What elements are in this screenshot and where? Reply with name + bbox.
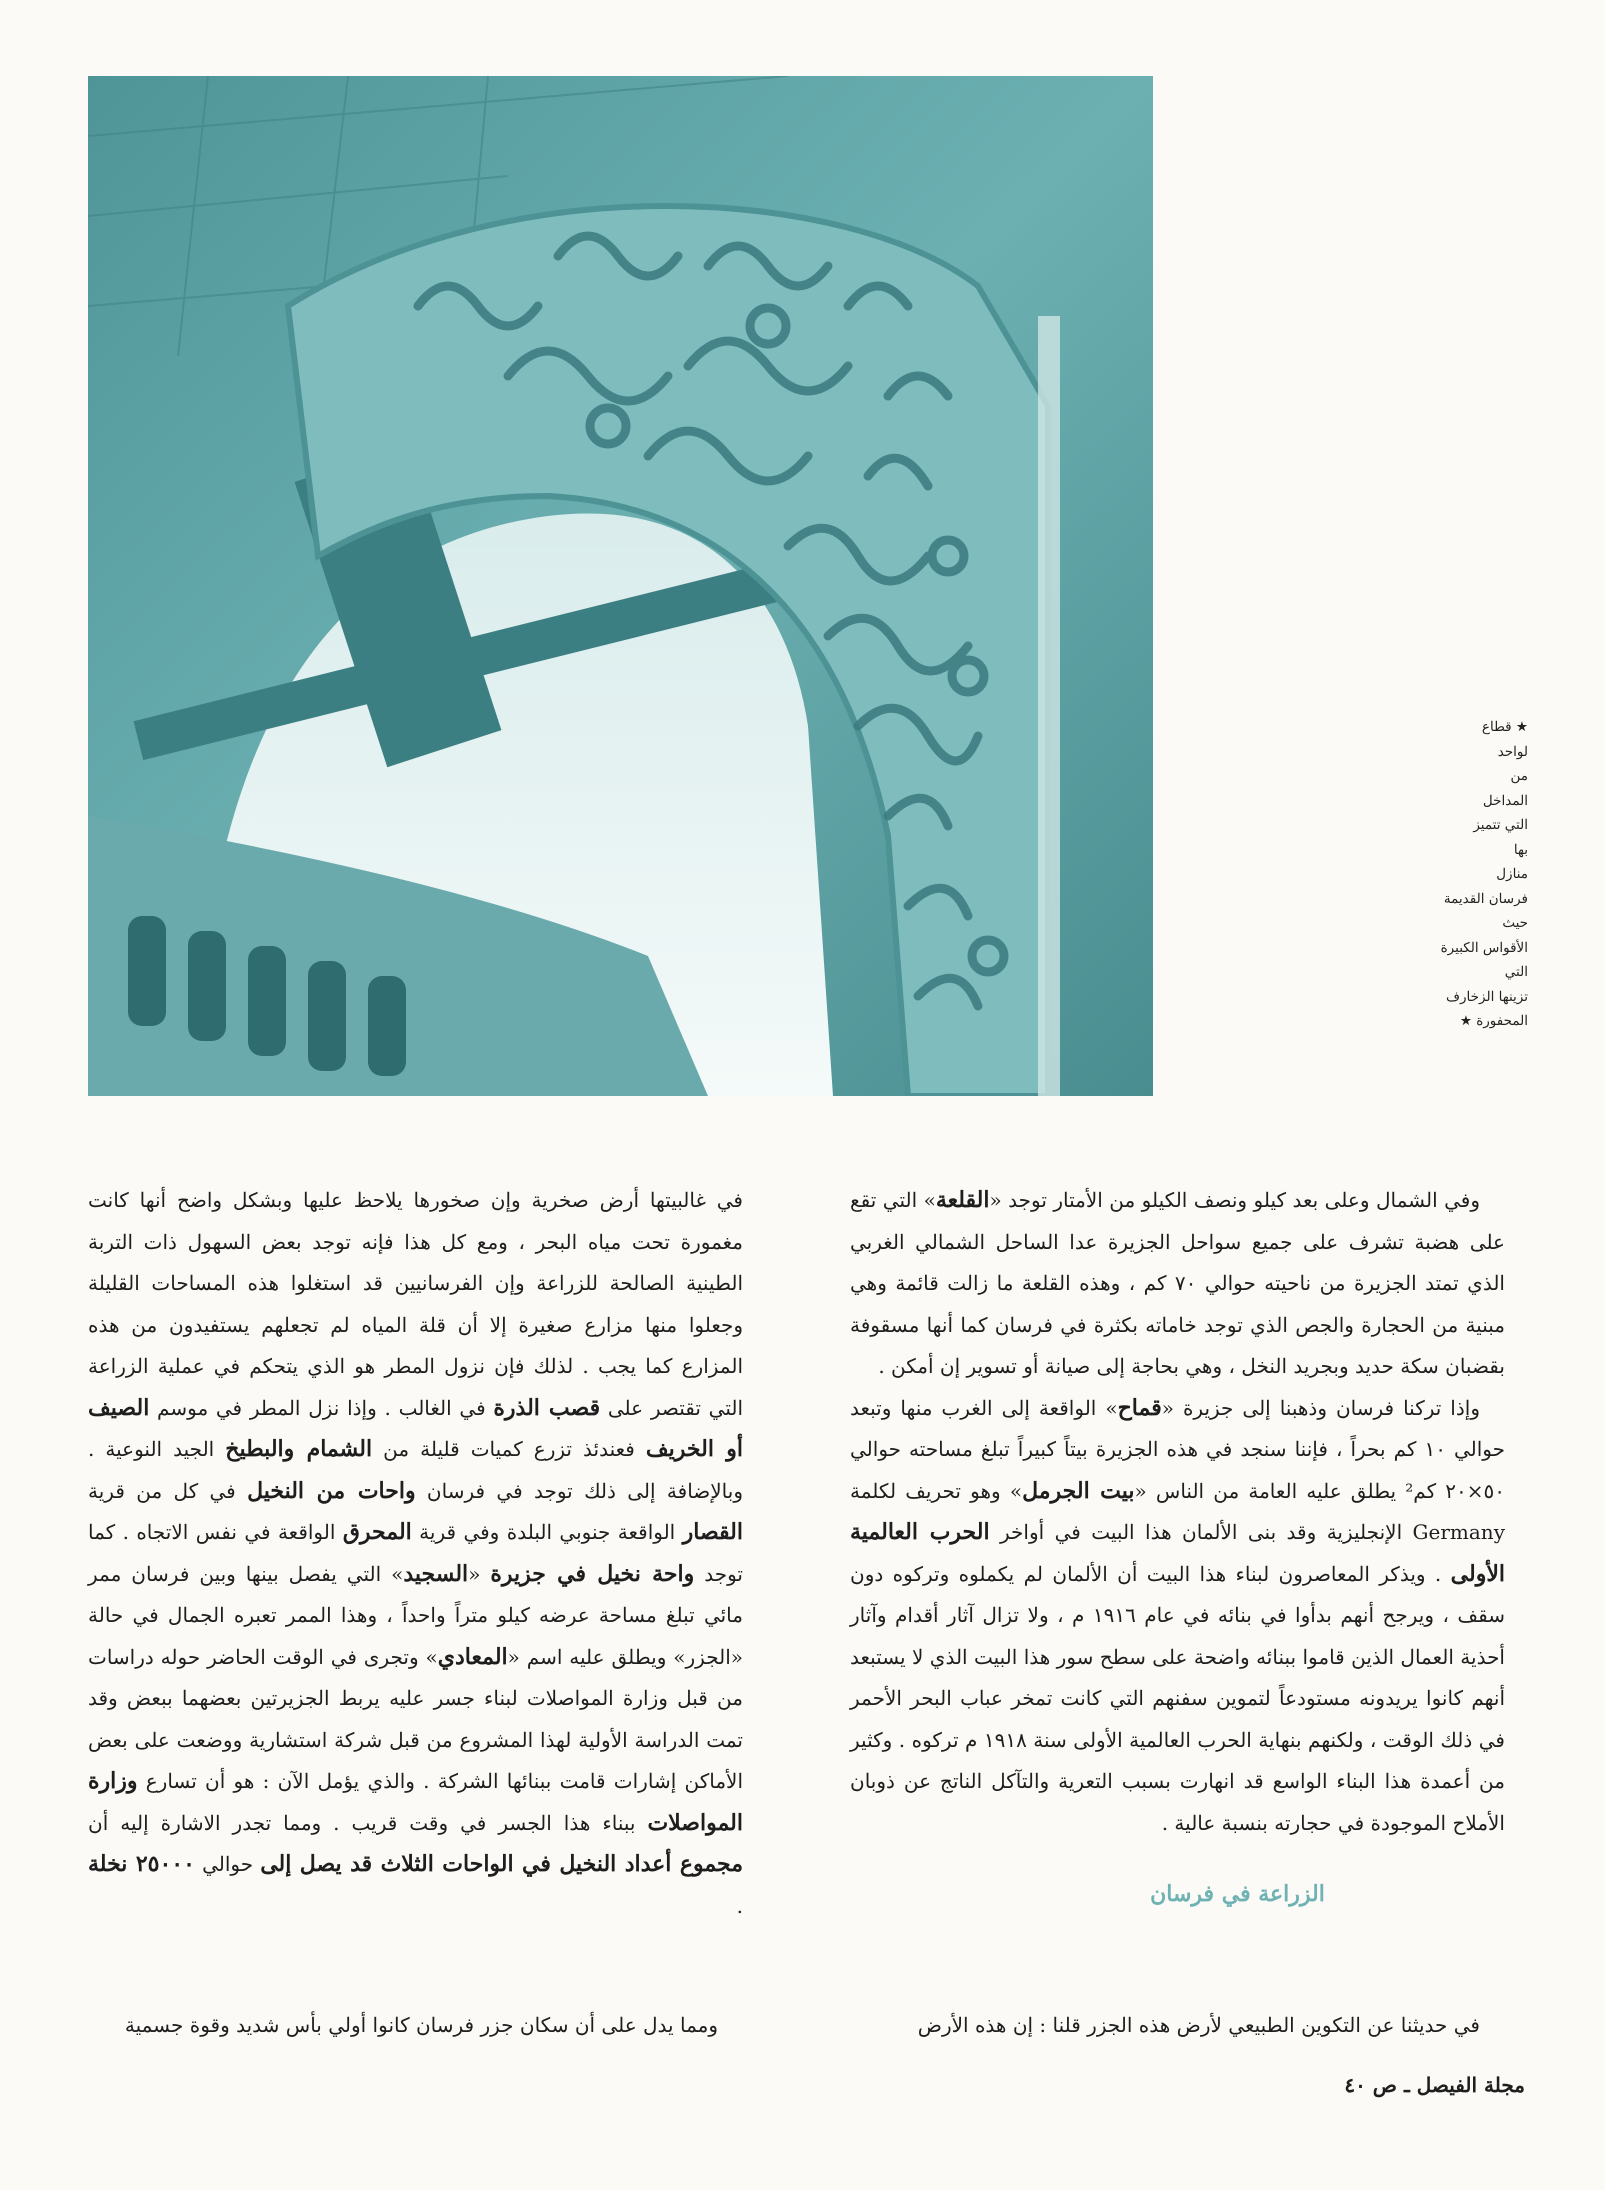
caption-line: الأقواس الكبيرة <box>1440 939 1528 956</box>
bold-phrase: واحة نخيل في جزيرة <box>490 1560 695 1587</box>
bold-phrase: القصار <box>682 1519 743 1545</box>
caption-line: منازل <box>1496 866 1528 882</box>
section-heading-agriculture: الزراعة في فرسان <box>1150 1881 1325 1907</box>
bold-phrase: وزارة المواصلات <box>88 1768 743 1836</box>
caption-line: حيث <box>1502 915 1528 931</box>
paragraph-castle <box>850 1180 1505 1388</box>
text-run: في الغالب . وإذا نزل المطر في موسم <box>149 1395 494 1420</box>
bold-phrase: الشمام والبطيخ <box>225 1436 373 1462</box>
bold-phrase: بيت الجرمل <box>1022 1477 1135 1504</box>
caption-line: المحفورة ★ <box>1459 1013 1528 1029</box>
right-column <box>850 1180 1505 1952</box>
caption-line: ★ قطاع <box>1481 719 1528 735</box>
photo-caption <box>1430 715 1528 1034</box>
caption-line: التي تتميز <box>1473 817 1528 833</box>
bold-phrase: ٢٥٠٠٠ نخلة <box>88 1851 195 1877</box>
text-run: « <box>468 1561 491 1586</box>
text-run: فعندئذ تزرع كميات قليلة من <box>372 1437 646 1461</box>
text-run: . <box>736 1893 743 1918</box>
text-run: » التي يفصل بينها وبين فرسان ممر مائي تبلغ مساحة عرضه كيلو متراً واحداً ، وهذا الممر تعبره الجمال في حالة «الجزر» ويطلق عليه اسم « <box>88 1561 744 1669</box>
bold-phrase: قماح <box>1117 1394 1162 1421</box>
caption-line: المداخل <box>1482 792 1528 809</box>
bold-phrase: القلعة <box>935 1187 990 1213</box>
text-run: » الواقعة إلى الغرب منها وتبعد حوالي ١٠ كم بحراً ، فإننا سنجد في هذه الجزيرة بيتاً كبيراً تبلغ مساحته حوالي ٥٠×٢٠ كم² يطلق عليه العامة من الناس « <box>850 1395 1506 1503</box>
text-run: وإذا تركنا فرسان وذهبنا إلى جزيرة « <box>1161 1395 1480 1420</box>
bold-phrase: واحات من النخيل <box>247 1477 416 1504</box>
page-folio: مجلة الفيصل ـ ص ٤٠ <box>1344 2073 1525 2097</box>
text-run: في كل من قرية <box>88 1478 248 1503</box>
text-run: » التي تقع على هضبة تشرف على جميع سواحل الجزيرة عدا الساحل الشمالي الغربي الذي تمتد الجزيرة من ناحيته حوالي ٧٠ كم ، وهذه القلعة ما زالت قائمة وهي مبنية من الحجارة والجص الذي توجد خاماته بكثرة في فرسان كما أنها مسقوفة بقضبان سكة حديد وبجريد النخل ، وهي بحاجة إلى صيانة أو تسوير إن أمكن . <box>850 1188 1505 1378</box>
text-run: الجيد النوعية . وبالإضافة إلى ذلك توجد في فرسان <box>88 1437 743 1503</box>
text-run: الواقعة جنوبي البلدة وفي قرية <box>411 1520 683 1544</box>
paragraph-agriculture-start: في حديثنا عن التكوين الطبيعي لأرض هذه الجزر قلنا : إن هذه الأرض <box>917 2013 1480 2037</box>
text-run: ببناء هذا الجسر في وقت قريب . ومما تجدر الاشارة إليه أن <box>88 1810 648 1835</box>
carved-arch-photo <box>88 76 1153 1096</box>
bold-phrase: المعادي <box>437 1643 508 1670</box>
text-run: حوالي <box>194 1852 261 1876</box>
caption-line: من <box>1510 768 1528 784</box>
caption-line: لواحد <box>1497 743 1528 760</box>
text-run: » وتجرى في الوقت الحاضر حوله دراسات من قبل وزارة المواصلات لبناء جسر عليه يربط الجزيرتين بعضهما ببعض وقد تمت الدراسة الأولية لهذا المشروع من قبل شركة استشارية ووضعت على بعض الأماكن إشارات قامت ببنائها الشركة . والذي يؤمل الآن : هو أن تسارع <box>88 1644 743 1793</box>
paragraph-qumah-house <box>850 1388 1505 1845</box>
bold-phrase: المحرق <box>342 1519 412 1545</box>
caption-line: التي <box>1504 964 1528 980</box>
bold-phrase: قصب الذرة <box>493 1394 601 1421</box>
left-column <box>88 1180 743 1927</box>
caption-line: فرسان القديمة <box>1443 890 1528 907</box>
photo-illustration <box>88 76 1153 1096</box>
text-run: الواقعة في نفس الاتجاه . كما توجد <box>88 1520 743 1586</box>
text-run: » وهو تحريف لكلمة Germany الإنجليزية وقد بنى الألمان هذا البيت في أواخر <box>850 1478 1505 1544</box>
bold-phrase: الحرب العالمية الأولى <box>850 1519 1505 1587</box>
paragraph-strength-start: ومما يدل على أن سكان جزر فرسان كانوا أولي بأس شديد وقوة جسمية <box>124 2013 718 2037</box>
caption-line: تزينها الزخارف <box>1446 988 1528 1005</box>
bold-phrase: السجيد <box>403 1560 469 1587</box>
text-run: وفي الشمال وعلى بعد كيلو ونصف الكيلو من الأمتار توجد « <box>989 1188 1480 1212</box>
paragraph-agriculture <box>88 1180 743 1927</box>
bold-phrase: مجموع أعداد النخيل في الواحات الثلاث قد يصل إلى <box>260 1851 744 1877</box>
text-run: . ويذكر المعاصرون لبناء هذا البيت أن الألمان لم يكملوه وتركوه دون سقف ، ويرجح أنهم بدأوا في بنائه في عام ١٩١٦ م ، ولا تزال آثار أقدام وآثار أحذية العمال الذين قاموا ببنائه واضحة على سطح سور هذا البيت الذي لا يستبعد أنهم كانوا يريدونه مستودعاً لتموين سفنهم التي كانت تمخر عباب البحر الأحمر في ذلك الوقت ، ولكنهم بنهاية الحرب العالمية الأولى سنة ١٩١٨ م تركوه . وكثير من أعمدة هذا البناء الواسع قد انهارت بسبب التعرية والتآكل الناتج عن ذوبان الأملاح الموجودة في حجارته بنسبة عالية . <box>850 1561 1505 1835</box>
caption-line: بها <box>1513 841 1528 858</box>
bold-phrase: الصيف أو الخريف <box>88 1394 744 1462</box>
text-run: في غالبيتها أرض صخرية وإن صخورها يلاحظ عليها وبشكل واضح أنها كانت مغمورة تحت مياه البحر ، ومع كل هذا فإنه توجد بعض السهول ذات التربة الطينية الصالحة للزراعة وإن الفرسانيين قد استغلوا هذه المساحات القليلة وجعلوا منها مزارع صغيرة إلا أن قلة المياه لم تجعلهم يستفيدون من هذه المزارع كما يجب . لذلك فإن نزول المطر هو الذي يتحكم في عملية الزراعة التي تقتصر على <box>88 1188 744 1420</box>
